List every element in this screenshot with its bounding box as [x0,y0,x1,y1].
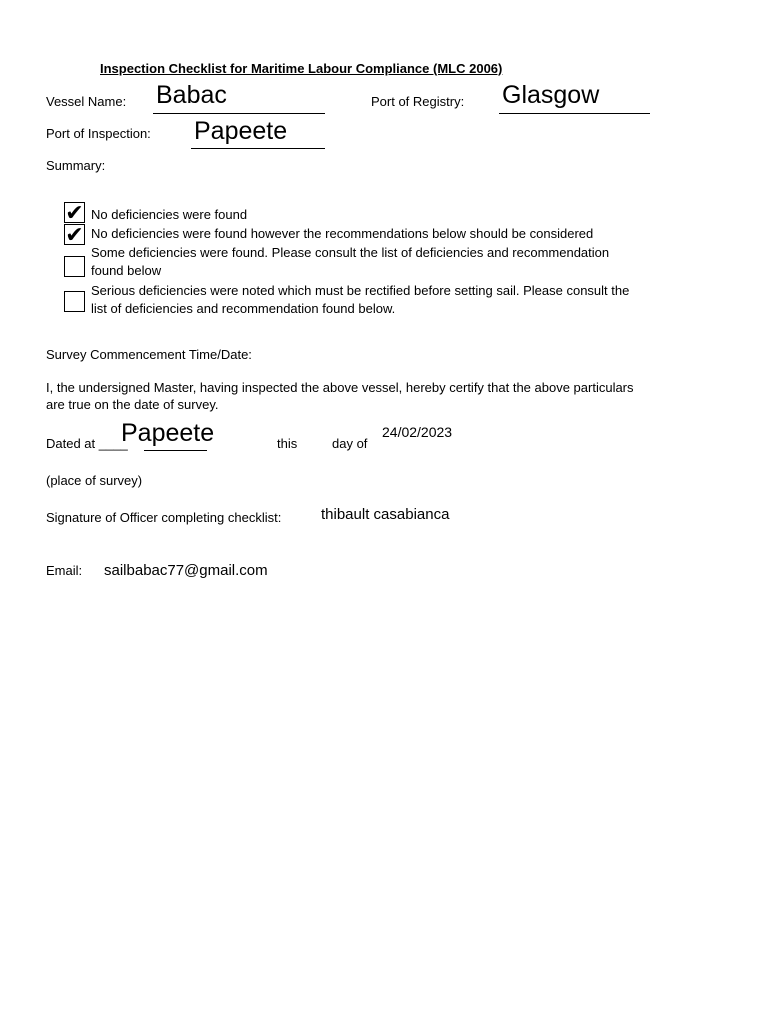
port-of-registry-label: Port of Registry: [371,94,465,109]
summary-option-1: No deficiencies were found [91,207,248,222]
vessel-name-label: Vessel Name: [46,94,127,109]
certification-line-2: are true on the date of survey. [46,397,219,412]
vessel-name-underline [153,113,325,114]
summary-option-4-line-2: list of deficiencies and recommendation found below. [91,301,396,316]
port-of-inspection-underline [191,148,325,149]
this-label: this [277,436,298,451]
summary-option-2: No deficiencies were found however the recommendations below should be considered [91,226,594,241]
port-of-registry-value[interactable]: Glasgow [502,81,600,109]
certification-line-1: I, the undersigned Master, having inspected the above vessel, hereby certify that the above particulars [46,380,634,395]
survey-date-value[interactable]: 24/02/2023 [382,424,453,440]
port-of-registry-underline [499,113,650,114]
day-of-label: day of [332,436,368,451]
summary-option-4-line-1: Serious deficiencies were noted which must be rectified before setting sail. Please consult the [91,283,630,298]
summary-option-3-line-2: found below [91,263,162,278]
signature-label: Signature of Officer completing checklist: [46,510,282,525]
summary-label: Summary: [46,158,106,173]
dated-at-label: Dated at ____ [46,436,128,451]
document-title: Inspection Checklist for Maritime Labour Compliance (MLC 2006) [100,61,503,76]
survey-commencement-label: Survey Commencement Time/Date: [46,347,252,362]
checkbox-no-deficiencies-recommendations[interactable]: ✔ [65,222,84,247]
checkbox-some-deficiencies[interactable] [64,256,85,277]
port-of-inspection-value[interactable]: Papeete [194,117,288,145]
signature-value[interactable]: thibault casabianca [321,506,450,523]
port-of-inspection-label: Port of Inspection: [46,126,151,141]
place-of-survey-underline [144,450,207,451]
summary-option-3-line-1: Some deficiencies were found. Please consult the list of deficiencies and recommendation [91,245,610,260]
vessel-name-value[interactable]: Babac [156,81,227,109]
checkbox-serious-deficiencies[interactable] [64,291,85,312]
email-label: Email: [46,563,83,578]
place-of-survey-caption: (place of survey) [46,473,143,488]
checkbox-no-deficiencies[interactable]: ✔ [65,200,84,225]
email-value[interactable]: sailbabac77@gmail.com [104,562,268,579]
place-of-survey-value[interactable]: Papeete [121,419,215,447]
